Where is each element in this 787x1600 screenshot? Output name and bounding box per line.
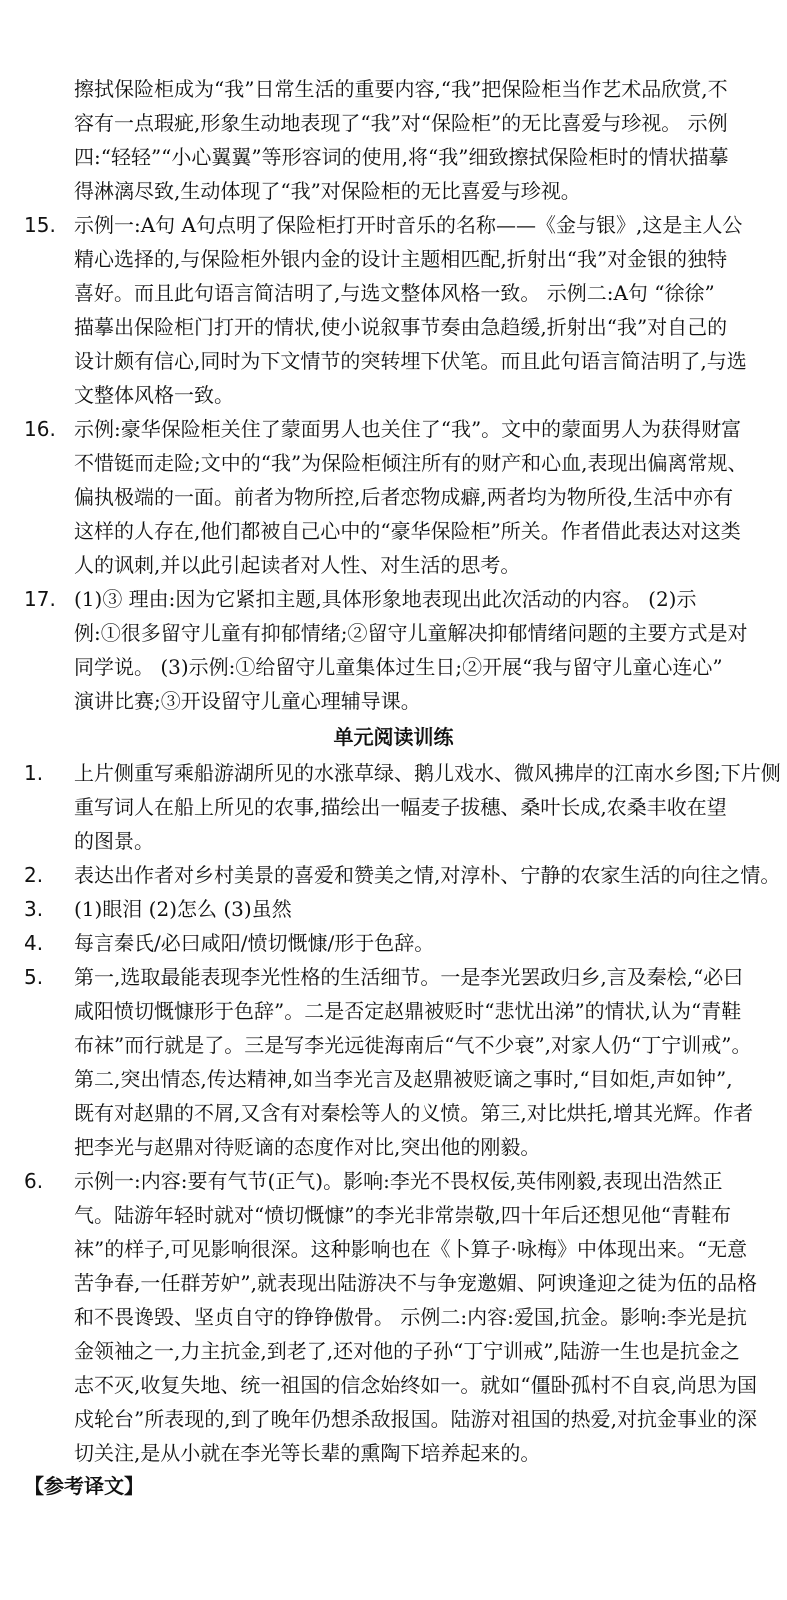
reading-item-6 bbox=[0, 1164, 787, 1470]
item-number: 2. bbox=[24, 863, 44, 887]
text-line: 的图景。 bbox=[74, 829, 154, 853]
section-title: 单元阅读训练 bbox=[333, 725, 454, 749]
text-line: 不惜铤而走险;文中的“我”为保险柜倾注所有的财产和心血,表现出偏离常规、 bbox=[74, 451, 748, 475]
text-line: 和不畏谗毁、坚贞自守的铮铮傲骨。 示例二:内容:爱国,抗金。影响:李光是抗 bbox=[74, 1305, 747, 1329]
text-line: 精心选择的,与保险柜外银内金的设计主题相匹配,折射出“我”对金银的独特 bbox=[74, 247, 728, 271]
text-line: 袜”的样子,可见影响很深。这种影响也在《卜算子·咏梅》中体现出来。“无意 bbox=[74, 1237, 748, 1261]
text-line: 气。陆游年轻时就对“愤切慨慷”的李光非常崇敬,四十年后还想见他“青鞋布 bbox=[74, 1203, 732, 1227]
text-line: 每言秦氏/必曰咸阳/愤切慨慷/形于色辞。 bbox=[74, 931, 435, 955]
text-line: 得淋漓尽致,生动体现了“我”对保险柜的无比喜爱与珍视。 bbox=[74, 179, 581, 203]
text-line: 第一,选取最能表现李光性格的生活细节。一是李光罢政归乡,言及秦桧,“必曰 bbox=[74, 965, 744, 989]
item-number: 3. bbox=[24, 897, 44, 921]
reading-item-1 bbox=[0, 756, 787, 858]
text-line: 人的讽刺,并以此引起读者对人性、对生活的思考。 bbox=[74, 553, 521, 577]
answer-item-15 bbox=[0, 208, 787, 412]
item-text bbox=[74, 582, 754, 718]
text-line: 金领袖之一,力主抗金,到老了,还对他的子孙“丁宁训戒”,陆游一生也是抗金之 bbox=[74, 1339, 740, 1363]
answer-item-17 bbox=[0, 582, 787, 718]
translation-label: 【参考译文】 bbox=[24, 1474, 144, 1498]
text-line: 切关注,是从小就在李光等长辈的熏陶下培养起来的。 bbox=[74, 1441, 541, 1465]
text-line: 喜好。而且此句语言简洁明了,与选文整体风格一致。 示例二:A句 “徐徐” bbox=[74, 281, 715, 305]
item-text bbox=[74, 892, 754, 926]
text-line: 既有对赵鼎的不屑,又含有对秦桧等人的义愤。第三,对比烘托,增其光辉。作者 bbox=[74, 1101, 754, 1125]
text-line: 这样的人存在,他们都被自己心中的“豪华保险柜”所关。作者借此表达对这类 bbox=[74, 519, 741, 543]
item-text bbox=[74, 858, 781, 892]
text-line: 容有一点瑕疵,形象生动地表现了“我”对“保险柜”的无比喜爱与珍视。 示例 bbox=[74, 111, 728, 135]
text-line: 上片侧重写乘船游湖所见的水涨草绿、鹅儿戏水、微风拂岸的江南水乡图;下片侧 bbox=[74, 761, 781, 785]
item-number: 6. bbox=[24, 1169, 44, 1193]
item-text bbox=[74, 1164, 757, 1470]
text-line: (1)③ 理由:因为它紧扣主题,具体形象地表现出此次活动的内容。 (2)示 bbox=[74, 587, 697, 611]
text-line: 咸阳愤切慨慷形于色辞”。二是否定赵鼎被贬时“悲忧出涕”的情状,认为“青鞋 bbox=[74, 999, 742, 1023]
text-line: 布袜”而行就是了。三是写李光远徙海南后“气不少衰”,对家人仍“丁宁训戒”。 bbox=[74, 1033, 752, 1057]
answer-item-16 bbox=[0, 412, 787, 582]
item-text bbox=[74, 412, 754, 582]
text-line: 擦拭保险柜成为“我”日常生活的重要内容,“我”把保险柜当作艺术品欣赏,不 bbox=[74, 77, 728, 101]
text-line: 描摹出保险柜门打开的情状,使小说叙事节奏由急趋缓,折射出“我”对自己的 bbox=[74, 315, 728, 339]
text-line: 示例一:内容:要有气节(正气)。影响:李光不畏权佞,英伟刚毅,表现出浩然正 bbox=[74, 1169, 723, 1193]
text-line: 志不灭,收复失地、统一祖国的信念始终如一。就如“僵卧孤村不自哀,尚思为国 bbox=[74, 1373, 757, 1397]
text-line: 四:“轻轻”“小心翼翼”等形容词的使用,将“我”细致擦拭保险柜时的情状描摹 bbox=[74, 145, 729, 169]
text-line: 把李光与赵鼎对待贬谪的态度作对比,突出他的刚毅。 bbox=[74, 1135, 541, 1159]
item-number: 16. bbox=[24, 417, 56, 441]
item-text bbox=[74, 756, 781, 858]
text-line: 设计颇有信心,同时为下文情节的突转埋下伏笔。而且此句语言简洁明了,与选 bbox=[74, 349, 747, 373]
text-line: 同学说。 (3)示例:①给留守儿童集体过生日;②开展“我与留守儿童心连心” bbox=[74, 655, 723, 679]
text-line: 演讲比赛;③开设留守儿童心理辅导课。 bbox=[74, 689, 421, 713]
item-text bbox=[74, 208, 754, 412]
item-number: 17. bbox=[24, 587, 56, 611]
continuation-text bbox=[74, 72, 754, 208]
item-number: 1. bbox=[24, 761, 44, 785]
reading-item-5 bbox=[0, 960, 787, 1164]
text-line: 文整体风格一致。 bbox=[74, 383, 234, 407]
reading-item-4 bbox=[0, 926, 787, 960]
text-line: 表达出作者对乡村美景的喜爱和赞美之情,对淳朴、宁静的农家生活的向往之情。 bbox=[74, 863, 781, 887]
text-line: 示例一:A句 A句点明了保险柜打开时音乐的名称——《金与银》,这是主人公 bbox=[74, 213, 743, 237]
text-line: 第二,突出情态,传达精神,如当李光言及赵鼎被贬谪之事时,“目如炬,声如钟”, bbox=[74, 1067, 733, 1091]
reading-item-3 bbox=[0, 892, 787, 926]
text-line: 重写词人在船上所见的农事,描绘出一幅麦子拔穗、桑叶长成,农桑丰收在望 bbox=[74, 795, 727, 819]
text-line: 偏执极端的一面。前者为物所控,后者恋物成癖,两者均为物所役,生活中亦有 bbox=[74, 485, 734, 509]
text-line: 苦争春,一任群芳妒”,就表现出陆游决不与争宠邀媚、阿谀逢迎之徒为伍的品格 bbox=[74, 1271, 757, 1295]
continuation-block bbox=[0, 72, 787, 208]
text-line: 示例:豪华保险柜关住了蒙面男人也关住了“我”。文中的蒙面男人为获得财富 bbox=[74, 417, 742, 441]
item-text bbox=[74, 926, 754, 960]
item-text bbox=[74, 960, 754, 1164]
text-line: 戍轮台”所表现的,到了晚年仍想杀敌报国。陆游对祖国的热爱,对抗金事业的深 bbox=[74, 1407, 757, 1431]
item-number: 4. bbox=[24, 931, 44, 955]
text-line: (1)眼泪 (2)怎么 (3)虽然 bbox=[74, 897, 292, 921]
item-number: 5. bbox=[24, 965, 44, 989]
item-number: 15. bbox=[24, 213, 56, 237]
text-line: 例:①很多留守儿童有抑郁情绪;②留守儿童解决抑郁情绪问题的主要方式是对 bbox=[74, 621, 748, 645]
reading-item-2 bbox=[0, 858, 787, 892]
